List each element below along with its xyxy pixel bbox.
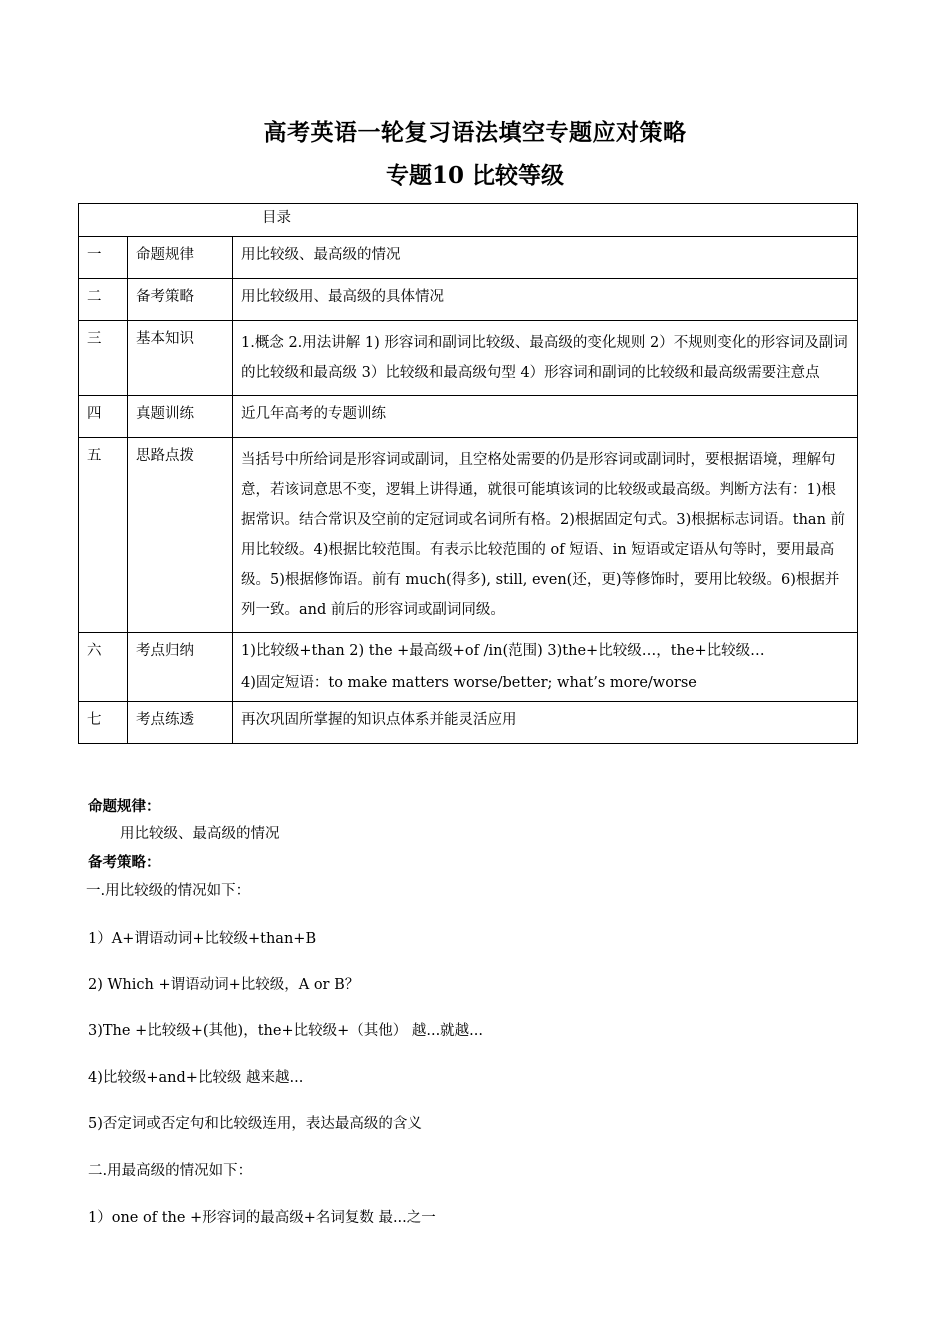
toc-row bbox=[79, 396, 858, 438]
toc-row-name: 命题规律 bbox=[128, 237, 233, 279]
document-title: 高考英语一轮复习语法填空专题应对策略 bbox=[263, 119, 687, 146]
toc-header-cell bbox=[79, 204, 858, 237]
section-heading-strategy: 备考策略： bbox=[88, 854, 161, 871]
strategy-item: 2) Which +谓语动词+比较级，A or B？ bbox=[88, 977, 360, 993]
strategy-item: 5)否定词或否定句和比较级连用，表达最高级的含义 bbox=[88, 1116, 422, 1132]
toc-row-content: 用比较级用、最高级的具体情况 bbox=[233, 279, 858, 321]
toc-row-content: 再次巩固所掌握的知识点体系并能灵活应用 bbox=[233, 702, 858, 744]
toc-row-number: 七 bbox=[79, 702, 128, 744]
toc-row-number: 五 bbox=[79, 438, 128, 633]
toc-row-number: 四 bbox=[79, 396, 128, 438]
toc-row-name: 备考策略 bbox=[128, 279, 233, 321]
table-of-contents bbox=[78, 203, 858, 744]
strategy-part1-title: 一.用比较级的情况如下： bbox=[86, 883, 251, 899]
toc-row bbox=[79, 702, 858, 744]
toc-row-content-line: 4)固定短语：to make matters worse/better; what’s more/worse bbox=[241, 675, 697, 691]
toc-row-content: 近几年高考的专题训练 bbox=[233, 396, 858, 438]
toc-row-name: 真题训练 bbox=[128, 396, 233, 438]
strategy-item: 3)The +比较级+(其他)，the+比较级+（其他） 越...就越... bbox=[88, 1023, 484, 1039]
section-heading-rules: 命题规律： bbox=[88, 798, 161, 815]
toc-row bbox=[79, 438, 858, 633]
strategy-item: 4)比较级+and+比较级 越来越... bbox=[88, 1070, 304, 1086]
toc-row-number: 三 bbox=[79, 321, 128, 396]
toc-row-content: 用比较级、最高级的情况 bbox=[233, 237, 858, 279]
toc-header-label: 目录 bbox=[262, 210, 291, 226]
toc-row-number: 二 bbox=[79, 279, 128, 321]
toc-row-number: 六 bbox=[79, 633, 128, 702]
toc-row bbox=[79, 279, 858, 321]
toc-row bbox=[79, 237, 858, 279]
section-text-rules: 用比较级、最高级的情况 bbox=[120, 826, 280, 842]
toc-row-content: 1.概念 2.用法讲解 1) 形容词和副词比较级、最高级的变化规则 2）不规则变化的形容词及副词的比较级和最高级 3）比较级和最高级句型 4）形容词和副词的比较级和最高级需要注意点 bbox=[233, 321, 858, 396]
strategy-item: 1）one of the +形容词的最高级+名词复数 最...之一 bbox=[88, 1210, 436, 1226]
toc-row-content bbox=[233, 633, 858, 702]
toc-row-name: 考点归纳 bbox=[128, 633, 233, 702]
toc-row-content-line: 1)比较级+than 2) the +最高级+of /in(范围) 3)the+比较级…，the+比较级… bbox=[241, 643, 765, 659]
toc-row-number: 一 bbox=[79, 237, 128, 279]
toc-row-name: 考点练透 bbox=[128, 702, 233, 744]
strategy-item: 1）A+谓语动词+比较级+than+B bbox=[88, 931, 317, 947]
toc-row-name: 思路点拨 bbox=[128, 438, 233, 633]
toc-header-row bbox=[79, 204, 858, 237]
strategy-part2-title: 二.用最高级的情况如下： bbox=[88, 1163, 253, 1179]
document-subtitle: 专题10 比较等级 bbox=[385, 162, 564, 189]
toc-row bbox=[79, 633, 858, 702]
toc-row-content: 当括号中所给词是形容词或副词，且空格处需要的仍是形容词或副词时，要根据语境，理解句意，若该词意思不变，逻辑上讲得通，就很可能填该词的比较级或最高级。判断方法有：1)根据常识。结合常识及空前的定冠词或名词所有格。2)根据固定句式。3)根据标志词语。than 前用比较级。4)根据比较范围。有表示比较范围的 of 短语、in 短语或定语从句等时，要用最高级。5)根据修饰语。前有 much(得多), still, even(还，更)等修饰时，要用比较级。6)根据并列一致。and 前后的形容词或副词同级。 bbox=[233, 438, 858, 633]
toc-row bbox=[79, 321, 858, 396]
toc-row-name: 基本知识 bbox=[128, 321, 233, 396]
